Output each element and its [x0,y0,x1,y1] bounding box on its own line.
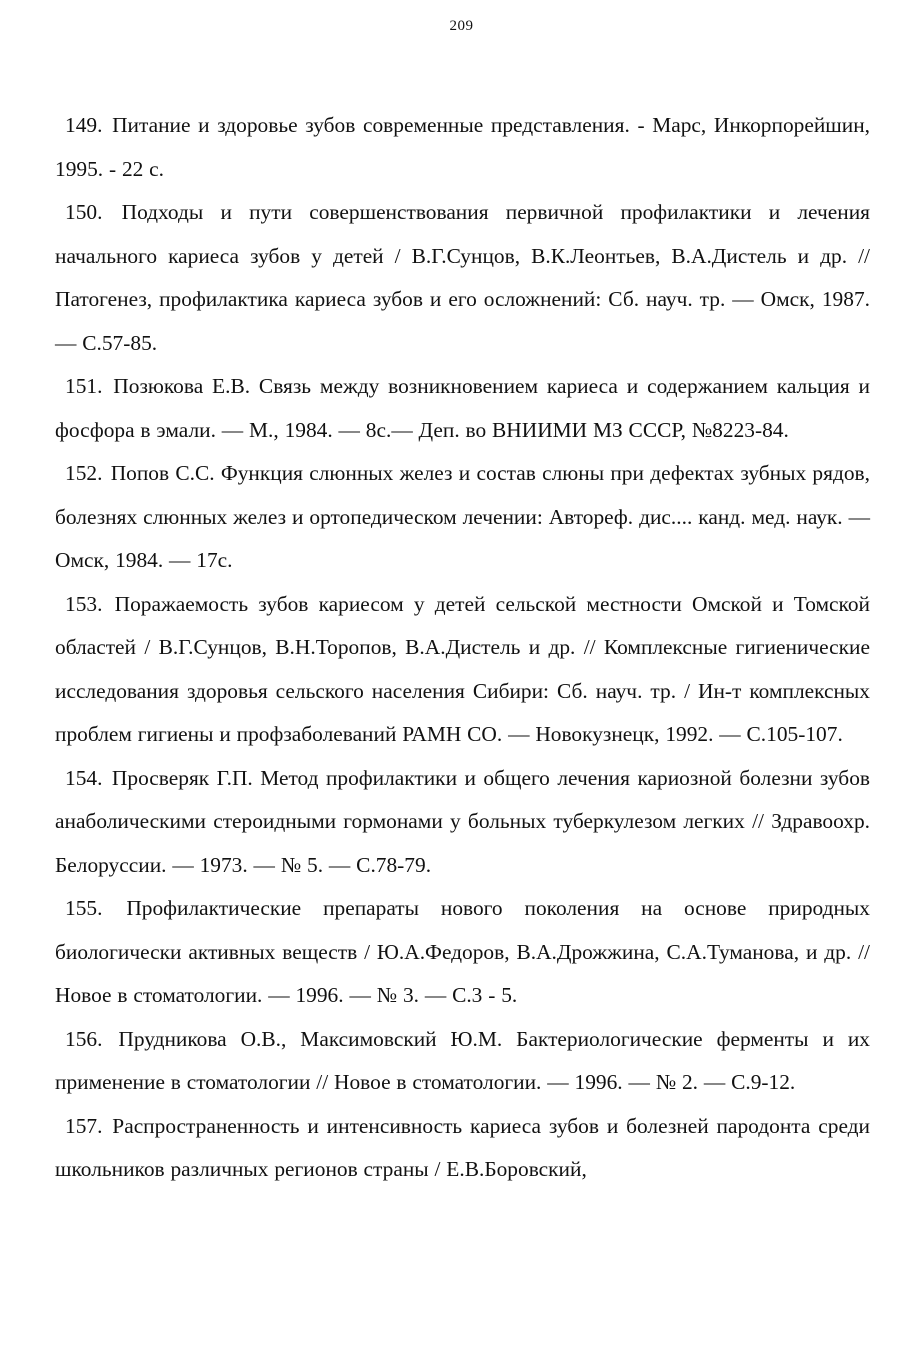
reference-number: 155. [65,896,103,920]
reference-item [55,1105,870,1192]
reference-list [55,104,870,1192]
reference-item [55,452,870,583]
reference-text: Профилактические препараты нового поколения на основе природных биологически активных веществ / Ю.А.Федоров, В.А.Дрожжина, С.А.Туманова, и др. // Новое в стоматологии. — 1996. — № 3. — С.3 - 5. [55,896,870,1007]
reference-item [55,104,870,191]
page-number: 209 [449,18,474,34]
reference-text: Подходы и пути совершенствования первичной профилактики и лечения начального кариеса зубов у детей / В.Г.Сунцов, В.К.Леонтьев, В.А.Дистель и др. // Патогенез, профилактика кариеса зубов и его осложнений: Сб. науч. тр. — Омск, 1987. — С.57-85. [55,200,870,355]
reference-item [55,191,870,365]
reference-number: 151. [65,374,103,398]
reference-text: Распространенность и интенсивность кариеса зубов и болезней пародонта среди школьников различных регионов страны / Е.В.Боровский, [55,1113,870,1181]
reference-item [55,887,870,1018]
reference-item [55,583,870,757]
reference-item [55,365,870,452]
reference-text: Просверяк Г.П. Метод профилактики и общего лечения кариозной болезни зубов анаболическими стероидными гормонами у больных туберкулезом легких // Здравоохр. Белоруссии. — 1973. — № 5. — С.78-79. [55,765,870,877]
reference-number: 157. [65,1113,103,1138]
reference-text: Питание и здоровье зубов современные представления. - Марс, Инкорпорейшин, 1995. - 22 с. [55,113,870,181]
reference-item [55,757,870,888]
reference-text: Прудникова О.В., Максимовский Ю.М. Бактериологические ферменты и их применение в стоматологии // Новое в стоматологии. — 1996. — № 2. — С.9-12. [55,1026,870,1094]
reference-number: 154. [65,765,103,790]
reference-number: 150. [65,200,103,224]
reference-item [55,1018,870,1105]
reference-text: Позюкова Е.В. Связь между возникновением кариеса и содержанием кальция и фосфора в эмали. — М., 1984. — 8с.— Деп. во ВНИИМИ МЗ СССР, №8223-84. [55,374,870,442]
reference-number: 156. [65,1026,103,1051]
reference-number: 149. [65,113,103,137]
reference-number: 153. [65,591,103,616]
reference-text: Поражаемость зубов кариесом у детей сельской местности Омской и Томской областей / В.Г.Сунцов, В.Н.Торопов, В.А.Дистель и др. // Комплексные гигиенические исследования здоровья сельского населения Сибири: Сб. науч. тр. / Ин-т комплексных проблем гигиены и профзаболеваний РАМН СО. — Новокузнецк, 1992. — С.105-107. [55,591,870,746]
reference-number: 152. [65,461,103,485]
reference-text: Попов С.С. Функция слюнных желез и состав слюны при дефектах зубных рядов, болезнях слюнных желез и ортопедическом лечении: Автореф. дис.... канд. мед. наук. — Омск, 1984. — 17с. [55,461,870,572]
